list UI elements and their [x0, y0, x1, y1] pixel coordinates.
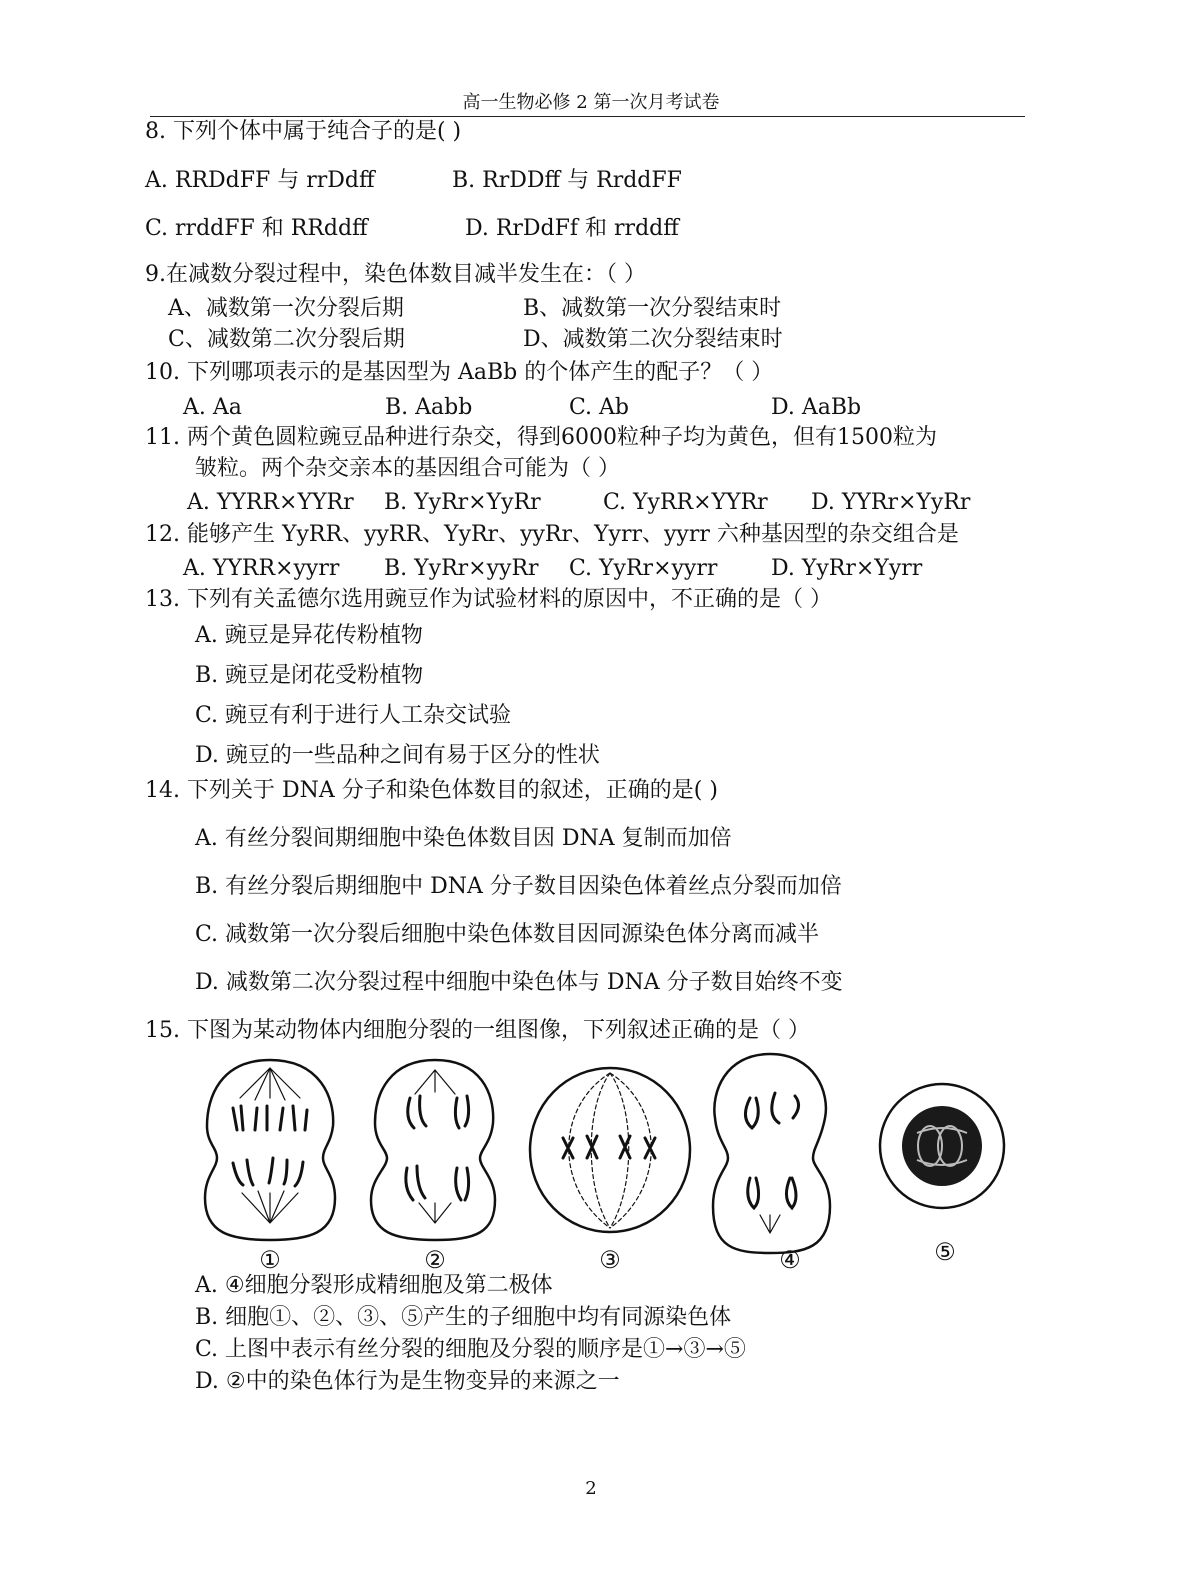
figure-label-2: ②: [424, 1246, 446, 1273]
q15-option-a: A. ④细胞分裂形成精细胞及第二极体: [195, 1273, 553, 1298]
q14-option-c: C. 减数第一次分裂后细胞中染色体数目因同源染色体分离而减半: [195, 922, 820, 947]
q13-option-a: A. 豌豆是异花传粉植物: [195, 623, 423, 648]
q14-option-b: B. 有丝分裂后期细胞中 DNA 分子数目因染色体着丝点分裂而加倍: [195, 874, 842, 899]
q11-option-a: A. YYRR×YYRr: [187, 490, 354, 515]
q8-option-d: D. RrDdFf 和 rrddff: [465, 216, 679, 241]
q9-option-c: C、减数第二次分裂后期: [168, 327, 405, 352]
header-rule: [150, 116, 1025, 117]
q9-option-b: B、减数第一次分裂结束时: [523, 296, 782, 321]
cell-division-figure: [195, 1048, 1015, 1273]
q9-option-a: A、减数第一次分裂后期: [168, 296, 404, 321]
q12-option-a: A. YYRR×yyrr: [183, 556, 340, 581]
q8-option-b: B. RrDDff 与 RrddFF: [452, 168, 682, 193]
cell-4-outline: [713, 1054, 830, 1253]
page-number: 2: [585, 1478, 597, 1499]
page-header: 高一生物必修 2 第一次月考试卷: [462, 92, 720, 113]
q15-stem: 15. 下图为某动物体内细胞分裂的一组图像，下列叙述正确的是（ ）: [145, 1018, 810, 1043]
q11-option-d: D. YYRr×YyRr: [811, 490, 971, 515]
q11-option-c: C. YyRR×YYRr: [603, 490, 768, 515]
q10-option-c: C. Ab: [569, 395, 630, 420]
q9-stem: 9.在减数分裂过程中，染色体数目减半发生在：（ ）: [145, 262, 646, 287]
q15-option-d: D. ②中的染色体行为是生物变异的来源之一: [195, 1369, 620, 1394]
q14-option-a: A. 有丝分裂间期细胞中染色体数目因 DNA 复制而加倍: [195, 826, 732, 851]
q8-stem: 8. 下列个体中属于纯合子的是( ): [145, 119, 462, 144]
figure-label-3: ③: [599, 1246, 621, 1273]
q8-option-a: A. RRDdFF 与 rrDdff: [145, 168, 375, 193]
cell-3-outline: [530, 1068, 690, 1232]
q14-option-d: D. 减数第二次分裂过程中细胞中染色体与 DNA 分子数目始终不变: [195, 970, 843, 995]
figure-label-5: ⑤: [934, 1238, 956, 1266]
q12-option-b: B. YyRr×yyRr: [384, 556, 539, 581]
q10-option-b: B. Aabb: [385, 395, 473, 420]
q12-option-c: C. YyRr×yyrr: [569, 556, 718, 581]
q13-option-b: B. 豌豆是闭花受粉植物: [195, 663, 424, 688]
q13-stem: 13. 下列有关孟德尔选用豌豆作为试验材料的原因中，不正确的是（ ）: [145, 587, 832, 612]
q13-option-c: C. 豌豆有利于进行人工杂交试验: [195, 703, 512, 728]
q12-option-d: D. YyRr×Yyrr: [771, 556, 923, 581]
q12-stem: 12. 能够产生 YyRR、yyRR、YyRr、yyRr、Yyrr、yyrr 六种基因型的杂交组合是: [145, 522, 959, 547]
q8-option-c: C. rrddFF 和 RRddff: [145, 216, 368, 241]
q11-stem: 11. 两个黄色圆粒豌豆品种进行杂交，得到6000粒种子均为黄色，但有1500粒为: [145, 425, 937, 450]
q14-stem: 14. 下列关于 DNA 分子和染色体数目的叙述，正确的是( ): [145, 778, 718, 803]
q10-option-a: A. Aa: [183, 395, 242, 420]
figure-label-4: ④: [779, 1246, 801, 1273]
q15-option-b: B. 细胞①、②、③、⑤产生的子细胞中均有同源染色体: [195, 1305, 732, 1330]
q9-option-d: D、减数第二次分裂结束时: [523, 327, 783, 352]
q10-stem: 10. 下列哪项表示的是基因型为 AaBb 的个体产生的配子？（ ）: [145, 360, 774, 385]
figure-label-1: ①: [259, 1246, 281, 1273]
cell-2-outline: [371, 1060, 495, 1240]
q11-stem-cont: 皱粒。两个杂交亲本的基因组合可能为（ ）: [195, 456, 620, 481]
q10-option-d: D. AaBb: [771, 395, 862, 420]
q13-option-d: D. 豌豆的一些品种之间有易于区分的性状: [195, 743, 600, 768]
q11-option-b: B. YyRr×YyRr: [384, 490, 541, 515]
q15-option-c: C. 上图中表示有丝分裂的细胞及分裂的顺序是①→③→⑤: [195, 1337, 746, 1362]
